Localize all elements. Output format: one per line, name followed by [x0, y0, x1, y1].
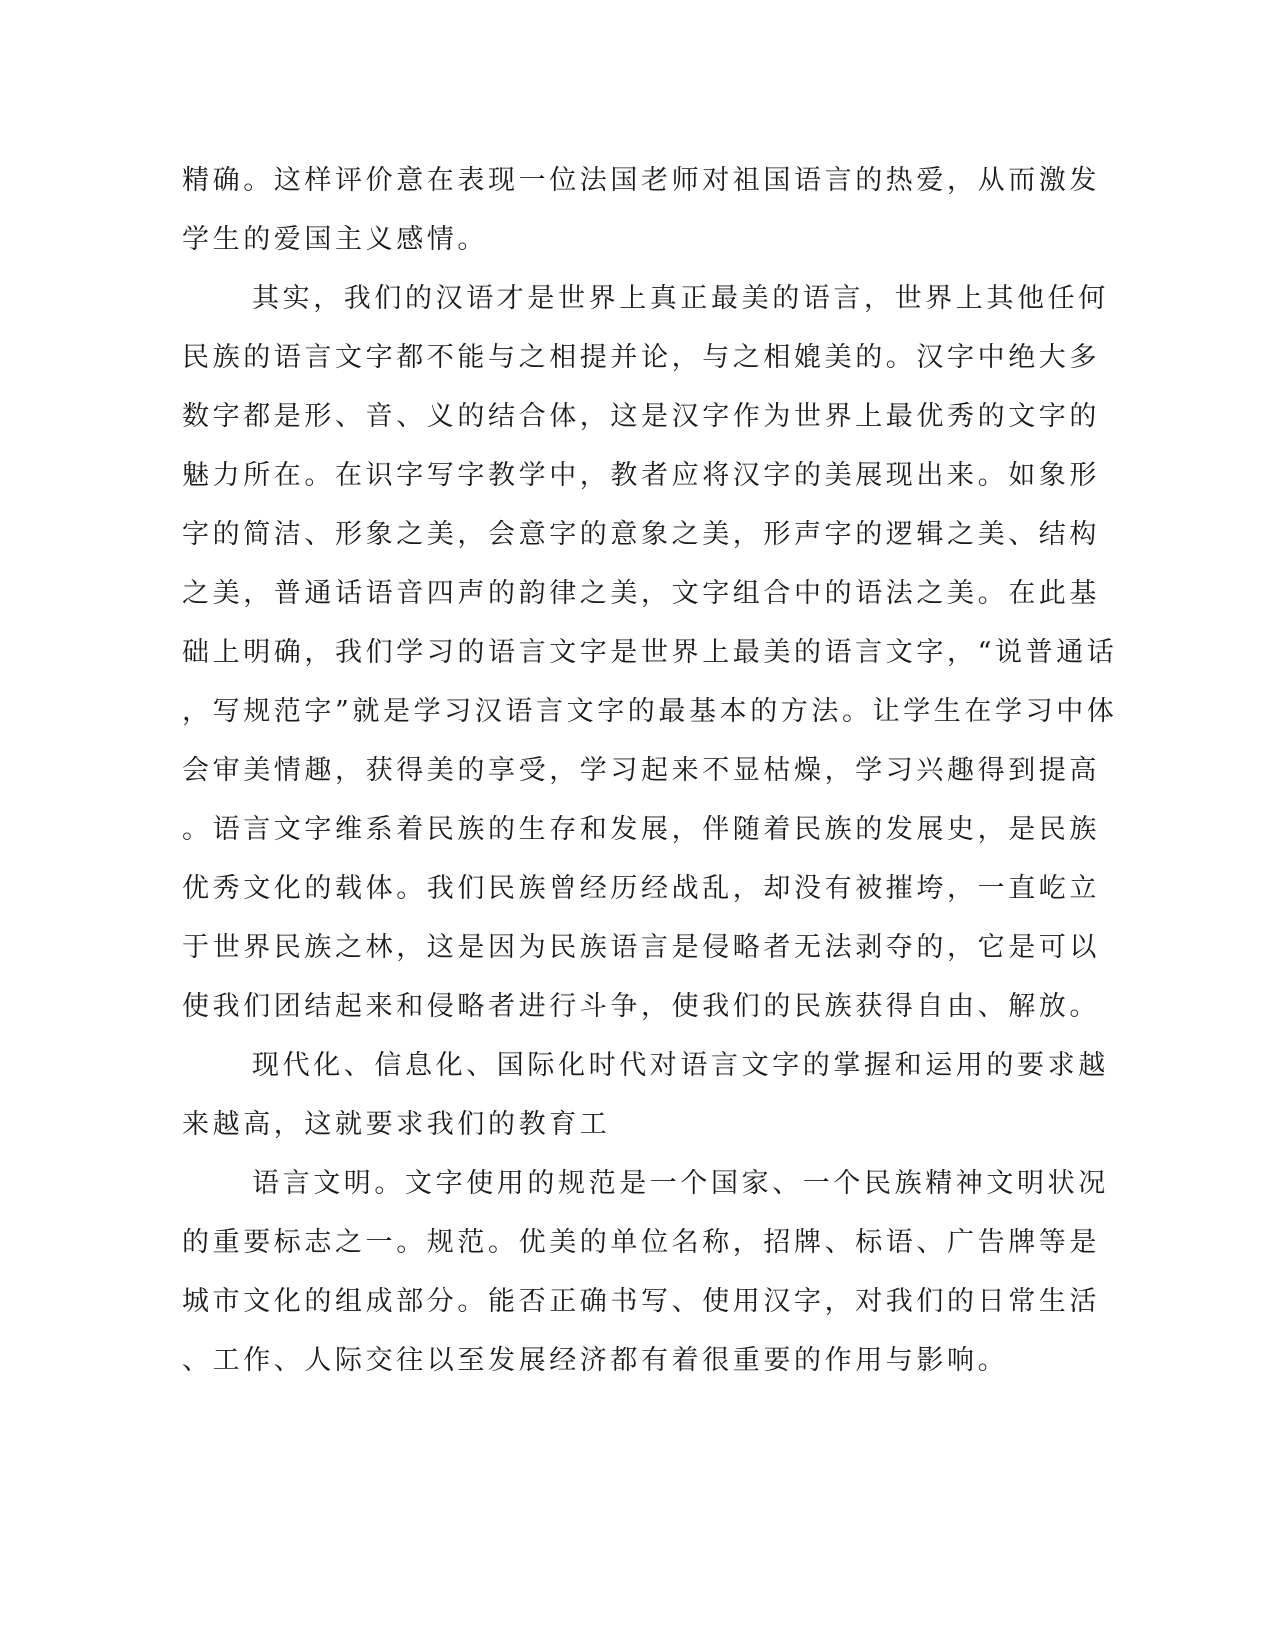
- text-line: 魅力所在。在识字写字教学中，教者应将汉字的美展现出来。如象形: [182, 460, 1100, 491]
- text-line: 会审美情趣，获得美的享受，学习起来不显枯燥，学习兴趣得到提高: [182, 755, 1100, 786]
- text-line: 的重要标志之一。规范。优美的单位名称，招牌、标语、广告牌等是: [182, 1227, 1100, 1258]
- text-line: 字的简洁、形象之美，会意字的意象之美，形声字的逻辑之美、结构: [182, 519, 1100, 550]
- text-line: 数字都是形、音、义的结合体，这是汉字作为世界上最优秀的文字的: [182, 401, 1100, 432]
- text-line: ，写规范字”就是学习汉语言文字的最基本的方法。让学生在学习中体: [182, 696, 1118, 727]
- paragraph-first-line: 语言文明。文字使用的规范是一个国家、一个民族精神文明状况: [252, 1168, 1109, 1199]
- text-line: 之美，普通话语音四声的韵律之美，文字组合中的语法之美。在此基: [182, 578, 1100, 609]
- text-line: 。语言文字维系着民族的生存和发展，伴随着民族的发展史，是民族: [182, 814, 1100, 845]
- text-line: 民族的语言文字都不能与之相提并论，与之相媲美的。汉字中绝大多: [182, 342, 1100, 373]
- text-line: 来越高，这就要求我们的教育工: [182, 1109, 611, 1140]
- paragraph-first-line: 现代化、信息化、国际化时代对语言文字的掌握和运用的要求越: [252, 1050, 1109, 1081]
- text-line: 优秀文化的载体。我们民族曾经历经战乱，却没有被摧垮，一直屹立: [182, 873, 1100, 904]
- paragraph-first-line: 其实，我们的汉语才是世界上真正最美的语言，世界上其他任何: [252, 283, 1109, 314]
- text-line: 学生的爱国主义感情。: [182, 224, 488, 255]
- text-line: 础上明确，我们学习的语言文字是世界上最美的语言文字，“说普通话: [182, 637, 1118, 668]
- text-line: 于世界民族之林，这是因为民族语言是侵略者无法剥夺的，它是可以: [182, 932, 1100, 963]
- text-line: 使我们团结起来和侵略者进行斗争，使我们的民族获得自由、解放。: [182, 991, 1100, 1022]
- text-line: 城市文化的组成部分。能否正确书写、使用汉字，对我们的日常生活: [182, 1286, 1100, 1317]
- text-line: 、工作、人际交往以至发展经济都有着很重要的作用与影响。: [182, 1345, 1009, 1376]
- text-line: 精确。这样评价意在表现一位法国老师对祖国语言的热爱，从而激发: [182, 165, 1100, 196]
